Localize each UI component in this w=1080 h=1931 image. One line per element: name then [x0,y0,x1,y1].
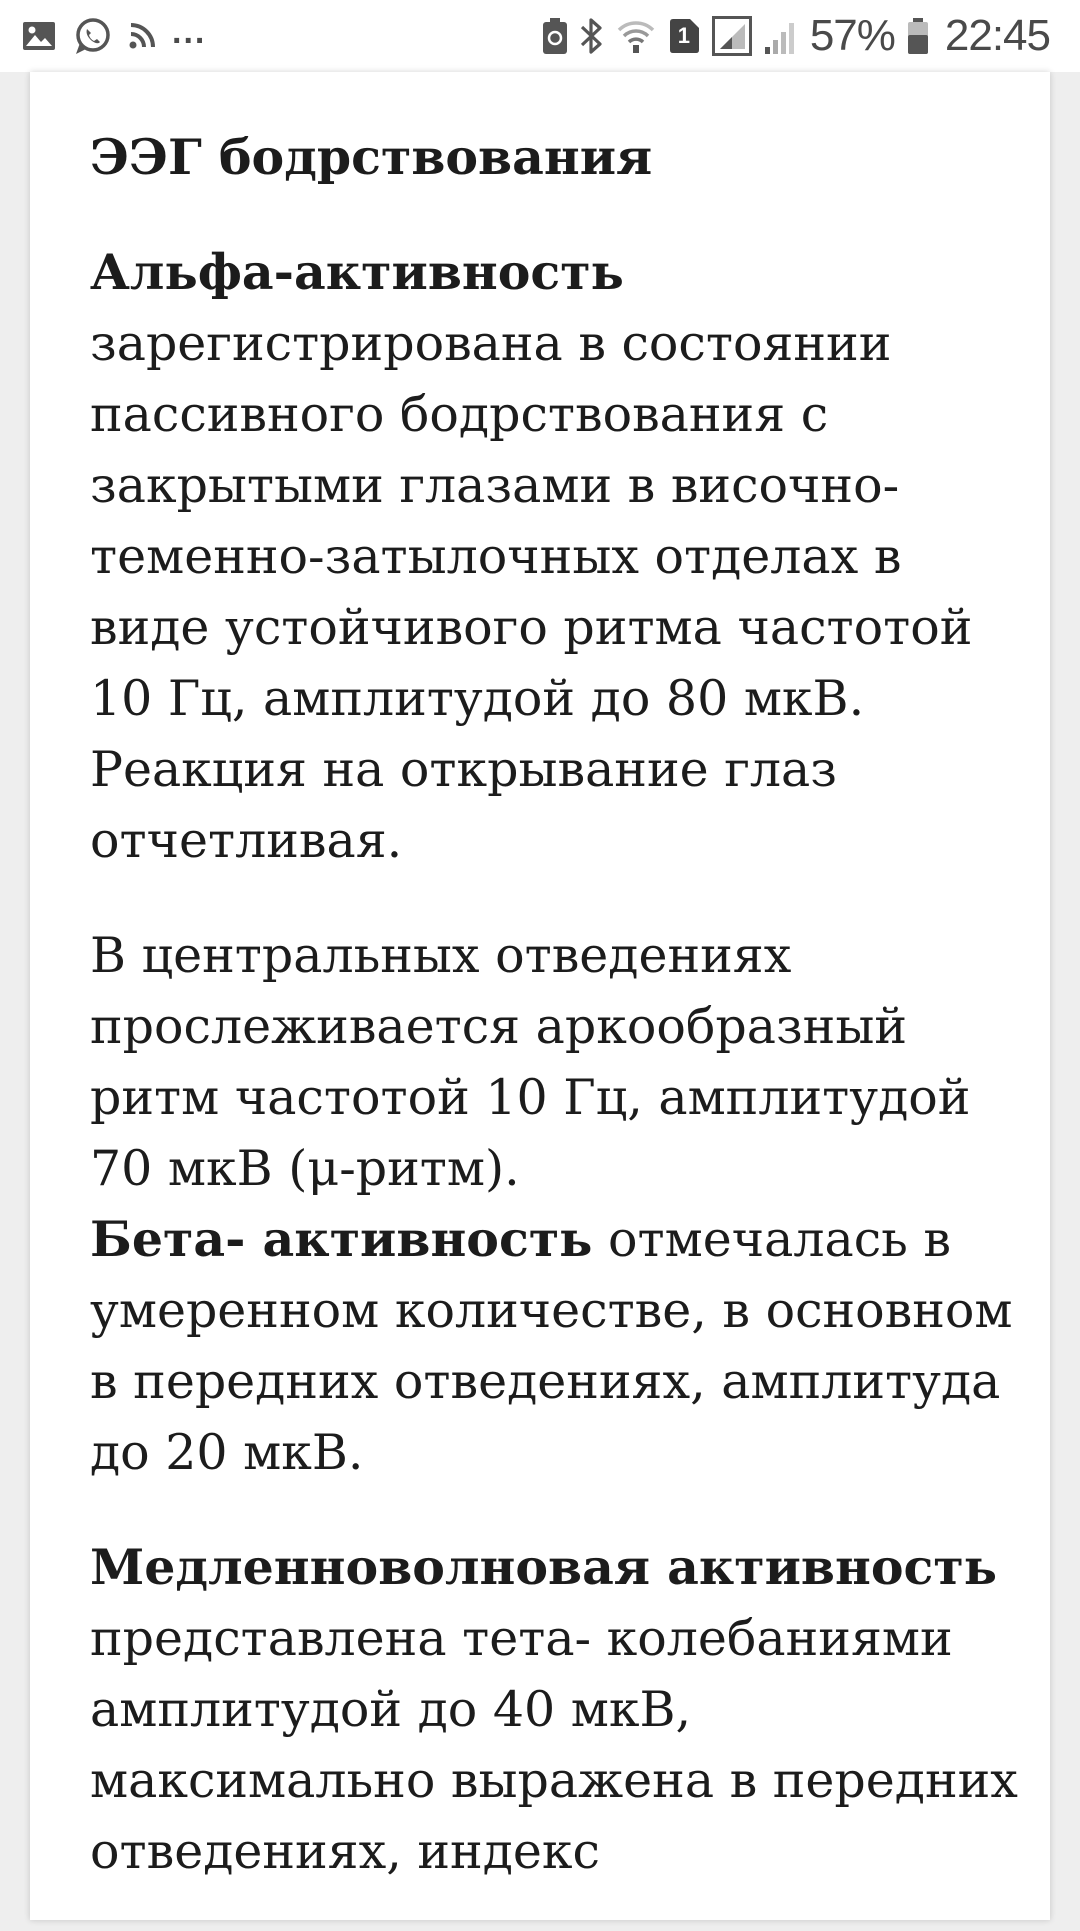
clock: 22:45 [944,11,1050,60]
whatsapp-icon [72,16,112,56]
alpha-text: зарегистрирована в состоянии пассивного бодрствования с закрытыми глазами в височно-теменно-затылочных отделах в виде устойчивого ритма частотой 10 Гц, амплитудой до 80 мкВ. Реакция на открывание глаз отчетливая. [90,315,973,869]
slow-wave-paragraph [90,1532,1025,1887]
status-bar [0,0,1080,72]
beta-paragraph [90,1204,1025,1488]
central-text: В центральных отведениях прослеживается аркообразный ритм частотой 10 Гц, амплитудой 70 мкВ (μ-ритм). [90,927,971,1197]
slow-wave-title: Медленноволновая активность [90,1538,997,1596]
sim-1-icon [668,18,700,54]
beta-title: Бета- активность [90,1210,593,1268]
signal-2-icon [764,17,798,55]
alpha-paragraph [90,237,1025,876]
article-heading: ЭЭГ бодрствования [90,128,653,186]
signal-1-icon [712,16,752,56]
central-paragraph [90,920,1025,1204]
battery-icon [907,17,929,55]
battery-saver-icon [542,17,568,55]
alpha-title: Альфа-активность [90,243,624,301]
slow-wave-text: представлена тета- колебаниями амплитудой до 40 мкВ, максимально выражена в передних отведениях, индекс [90,1610,1018,1880]
bluetooth-icon [580,17,604,55]
wifi-icon [616,18,656,54]
more-notifications-indicator: ... [172,12,207,51]
system-icons [542,10,1050,62]
beta-text: отмечалась в умеренном количестве, в основном в передних отведениях, амплитуда до 20 мкВ. [90,1211,1013,1481]
article-body [90,122,1025,1931]
article-card [30,72,1050,1920]
battery-percent: 57% [809,11,895,60]
rss-icon [128,22,156,50]
gallery-icon [22,21,56,51]
sim-slot-number: 1 [677,23,690,48]
notification-icons [22,10,206,62]
